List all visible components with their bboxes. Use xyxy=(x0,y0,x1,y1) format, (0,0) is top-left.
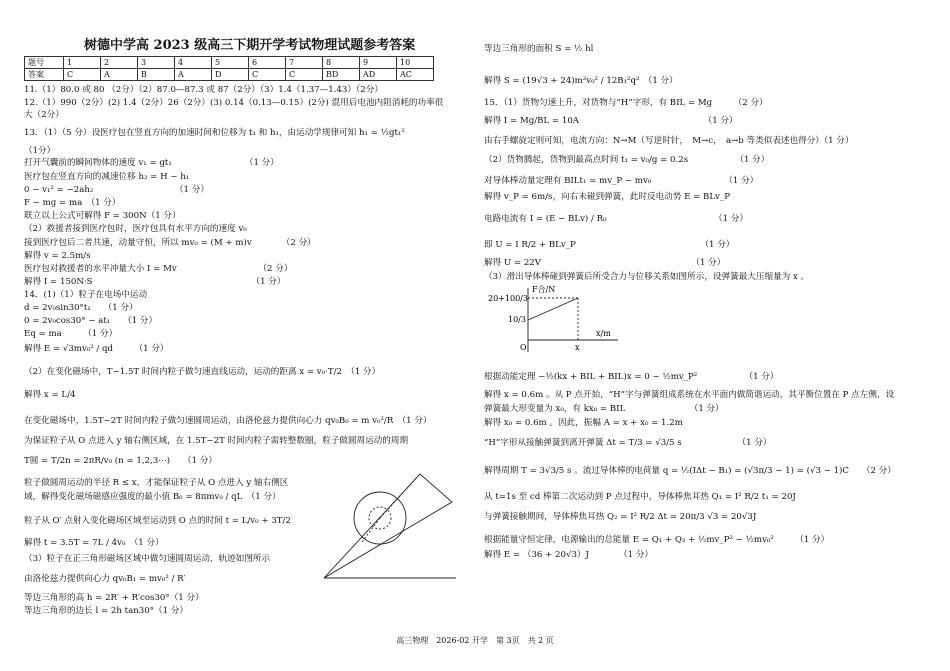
text-line: 根据动能定理 −½(kx + BIL + BIL)x = 0 − ½mv_P² （1 分） xyxy=(484,372,779,382)
text-line: 医疗包对救援者的水平冲量大小 I = Mv （2 分） xyxy=(24,264,293,274)
text-line: 解得 E = √3mv₀² / qd （1 分） xyxy=(24,344,169,354)
text-line: 打开气囊前的瞬间物体的速度 v₁ = gt₁ （1 分） xyxy=(24,158,279,168)
table-cell: C xyxy=(286,69,323,81)
x-axis-label: x/m xyxy=(596,329,611,338)
table-cell: 9 xyxy=(360,57,397,69)
text-line: 对导体棒动量定理有 BILt₁ = mv_P − mv₀ （1 分） xyxy=(484,176,759,186)
table-cell: A xyxy=(101,69,138,81)
text-line: F − mg = ma （1 分） xyxy=(24,198,121,208)
text-line: 解得 E = （36 + 20√3）J （1 分） xyxy=(484,550,654,560)
text-line: 从 t=1s 至 cd 棒第二次运动到 P 点过程中，导体棒焦耳热 Q₁ = I² R/2 t₁ = 20J xyxy=(484,492,796,502)
y-tick-label: 10/3 xyxy=(508,315,526,324)
text-line: Eq = ma （1 分） xyxy=(24,329,118,339)
table-header-number: 题号 xyxy=(25,57,64,69)
text-line: （2）在变化磁场中，T~1.5T 时间内粒子做匀速直线运动，运动的距离 x = v₀·T/2 （1 分） xyxy=(24,367,381,377)
text-line: （2）救援者接到医疗包时，医疗包具有水平方向的速度 v₀ xyxy=(24,224,247,234)
text-line: 11.（1）80.0 或 80 （2分）（2）87.0—87.3 或 87（2分）（3）1.4（1.37—1.43）（2分） xyxy=(24,85,383,95)
text-line: “H”字形从接触弹簧到离开弹簧 Δt = T/3 = √3/5 s （1 分） xyxy=(484,438,772,448)
table-cell: AC xyxy=(397,69,434,81)
text-line: （3）滑出导体棒碰到弹簧后所受合力与位移关系如图所示，设弹簧最大压缩量为 x 。 xyxy=(484,272,810,282)
table-cell: B xyxy=(138,69,175,81)
text-line: 联立以上公式可解得 F = 300N（1 分） xyxy=(24,211,181,221)
text-line: 解得 v = 2.5m/s xyxy=(24,251,91,261)
text-line: 0 = 2v₀cos30° − at₁ （1 分） xyxy=(24,316,158,326)
text-line: 解得 x = 0.6m 。从 P 点开始，“H”字与弹簧组成系统在水平面内做简谐运动，其平衡位置在 P 点左侧，设 xyxy=(484,390,895,400)
text-line: 0 − v₁² = −2ah₂ （1 分） xyxy=(24,185,209,195)
triangle-field-trajectory-figure xyxy=(320,462,460,584)
text-line: 域，解得变化磁场磁感应强度的最小值 B₀ = 8πmv₀ / qL （1 分） xyxy=(24,492,281,502)
text-line: 解得周期 T = 3√3/5 s 。流过导体棒的电荷量 q = ½(IΔt − B₁) = (√3π/3 − 1) = (√3 − 1)C （2 分） xyxy=(484,466,896,476)
text-line: （3）粒子在正三角形磁场区域中做匀速圆周运动，轨迹如图所示 xyxy=(24,554,271,564)
text-line: 解得 v_P = 6m/s，向右未碰到弹簧，此时反电动势 E = BLv_P xyxy=(484,192,730,202)
table-cell: BD xyxy=(323,69,360,81)
text-line: 等边三角形的边长 l = 2h tan30°（1 分） xyxy=(24,606,188,616)
text-line: 等边三角形的面积 S = ½ hl xyxy=(484,44,594,54)
text-line: 由右手螺旋定则可知，电流方向：N→M（写逆时针， M→c， a→b 等类似表述也得分）（1 分） xyxy=(484,136,854,146)
text-line: 等边三角形的高 h = 2R′ + R′cos30°（1 分） xyxy=(24,593,204,603)
answer-table xyxy=(24,56,434,81)
text-line: 接到医疗包后二者共速，动量守恒，所以 mv₀ = (M + m)v （2 分） xyxy=(24,238,316,248)
text-line: 解得 x = L/4 xyxy=(24,390,76,400)
table-cell: C xyxy=(64,69,101,81)
table-cell: 6 xyxy=(249,57,286,69)
table-cell: A xyxy=(175,69,212,81)
text-line: （1分） xyxy=(24,146,56,156)
table-cell: 5 xyxy=(212,57,249,69)
text-line: 13．（1）（5 分）设医疗包在竖直方向的加速时间和位移为 t₁ 和 h₁，由运动学规律可知 h₁ = ½gt₁² xyxy=(24,128,405,138)
text-line: T圆 = T/2n = 2πR/v₀ (n = 1,2,3⋯) （1 分） xyxy=(24,456,218,466)
table-header-answer: 答案 xyxy=(25,69,64,81)
answer-table-number-row xyxy=(25,57,434,69)
text-line: 解得 t = 3.5T = 7L / 4v₀ （1 分） xyxy=(24,538,164,548)
origin-label: O xyxy=(520,343,527,352)
text-line: d = 2v₀sin30°t₁ （1 分） xyxy=(24,303,138,313)
force-displacement-graph xyxy=(488,284,628,356)
table-cell: 8 xyxy=(323,57,360,69)
text-line: 解得 S = (19√3 + 24)m²v₀² / 12B₁²q² （1 分） xyxy=(484,76,678,86)
radius-line xyxy=(362,518,380,542)
text-line: 14．(1)（1）粒子在电场中运动 xyxy=(24,290,148,300)
text-line: 粒子做圆周运动的半径 R ≤ x，才能保证粒子从 O 点进入 y 轴右侧区 xyxy=(24,478,289,488)
page-footer: 高三物理 2026-02 开学 第 3页 共 2 页 xyxy=(396,636,554,645)
table-cell: 3 xyxy=(138,57,175,69)
text-line: 与弹簧接触期间，导体棒焦耳热 Q₂ = I² R/2 Δt = 20π/3 √3 = 20√3J xyxy=(484,512,757,522)
x-tick-label: x xyxy=(575,343,580,352)
table-cell: C xyxy=(249,69,286,81)
y-tick-label: 20+100/3 xyxy=(488,294,528,303)
table-cell: 1 xyxy=(64,57,101,69)
text-line: 为保证粒子从 O 点进入 y 轴右侧区域，在 1.5T~2T 时间内粒子需转整数圈，粒子做圆周运动的周期 xyxy=(24,436,409,446)
table-cell: 4 xyxy=(175,57,212,69)
text-line: 12.（1）990（2分）(2) 1.4（2分）26（2分）(3) 0.14（0.13—0.15）(2分) 混用后电池内阻消耗的功率很 xyxy=(24,98,444,108)
y-axis-label: F合/N xyxy=(532,285,556,294)
text-line: 解得 x₀ = 0.6m 。因此，振幅 A = x + x₀ = 1.2m xyxy=(484,418,683,428)
text-line: 由洛伦兹力提供向心力 qv₀B₁ = mv₀² / R′ xyxy=(24,574,186,584)
text-line: 根据能量守恒定律，电源输出的总能量 E = Q₁ + Q₂ + ½mv_P² − ½mv₀² （1 分） xyxy=(484,535,830,545)
answer-table-answer-row xyxy=(25,69,434,81)
text-line: 医疗包在竖直方向的减速位移 h₂ = H − h₁ xyxy=(24,172,190,182)
text-line: 在变化磁场中，1.5T~2T 时间内粒子做匀速圆周运动，由洛伦兹力提供向心力 qv₀B₀ = m v₀²/R （1 分） xyxy=(24,416,432,426)
table-cell: AD xyxy=(360,69,397,81)
force-line xyxy=(528,298,578,320)
text-line: 大（2分） xyxy=(24,110,64,120)
text-line: 弹簧最大形变量为 x₀，有 kx₀ = BIL （1 分） xyxy=(484,404,724,414)
text-line: 解得 I = 150N·S （1 分） xyxy=(24,277,286,287)
text-line: 电路电流有 I = (E − BLv) / R₀ （1 分） xyxy=(484,214,748,224)
text-line: 15．（1）货物匀速上升，对货物与“H”字形，有 BIL = Mg （2 分） xyxy=(484,98,768,108)
table-cell: D xyxy=(212,69,249,81)
text-line: 解得 U = 22V （1 分） xyxy=(484,258,726,268)
table-cell: 2 xyxy=(101,57,138,69)
text-line: （2）货物腾起，货物到最高点时间 t₁ = v₀/g = 0.2s （1 分） xyxy=(484,155,770,165)
text-line: 即 U = I R/2 + BLv_P （1 分） xyxy=(484,240,735,250)
text-line: 解得 I = Mg/BL = 10A （1 分） xyxy=(484,116,738,126)
table-cell: 10 xyxy=(397,57,434,69)
table-cell: 7 xyxy=(286,57,323,69)
document-title: 树德中学高 2023 级高三下期开学考试物理试题参考答案 xyxy=(84,38,416,53)
text-line: 粒子从 O′ 点射入变化磁场区域至运动到 O 点的时间 t = L/v₀ + 3T/2 xyxy=(24,516,291,526)
